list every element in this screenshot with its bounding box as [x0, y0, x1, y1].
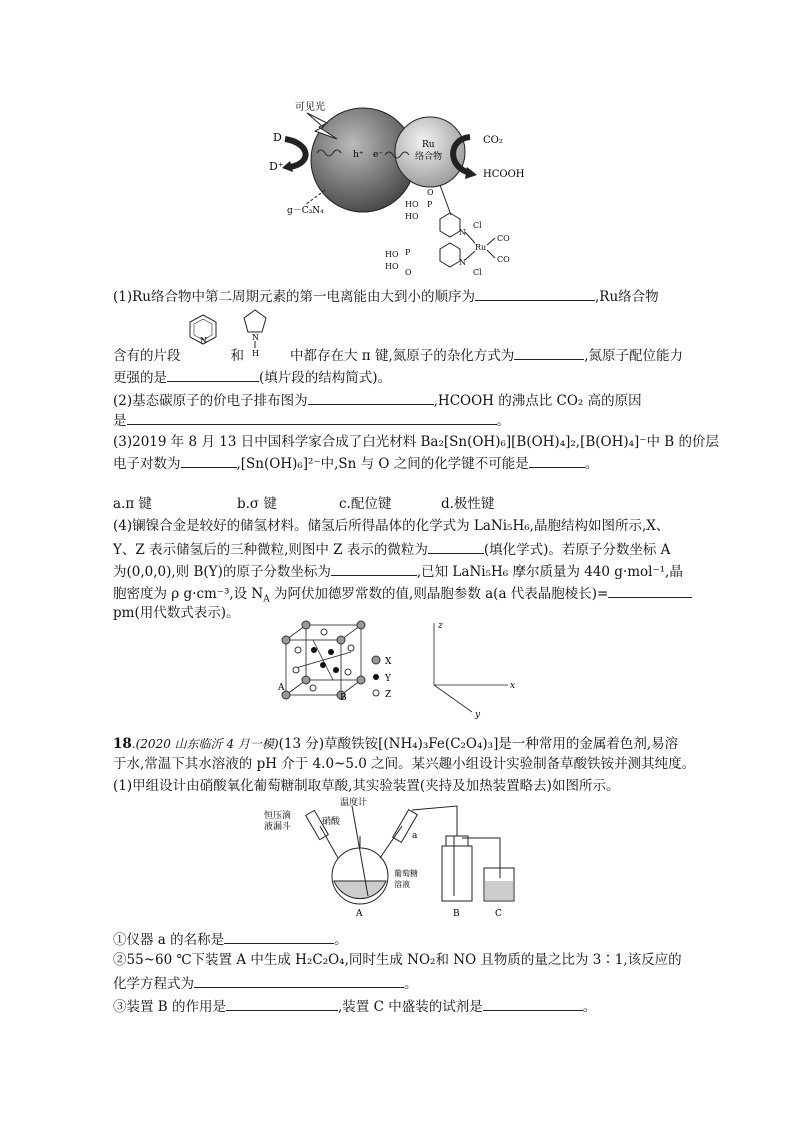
- electron-label: e⁻: [373, 150, 384, 160]
- q4-text-1: Y、Z 表示储氢后的三种微粒,则图中 Z 表示的微粒为: [113, 542, 428, 558]
- answer-blank[interactable]: [127, 411, 497, 425]
- option-c[interactable]: c.配位键: [339, 496, 392, 512]
- ru-complex-structure: [385, 188, 510, 277]
- q3-line1: (3)2019 年 8 月 13 日中国科学家合成了白光材料 Ba₂[Sn(OH)₆][B(OH)₄]₂,[B(OH)₄]⁻中 B 的价层: [113, 434, 719, 450]
- hole-label: h⁺: [353, 150, 364, 160]
- answer-blank[interactable]: [224, 930, 334, 944]
- answer-blank[interactable]: [308, 391, 434, 405]
- q3-options: [113, 496, 494, 513]
- answer-blank[interactable]: [608, 584, 692, 598]
- q4-text-5: 胞密度为 ρ g·cm⁻³,设 N: [113, 586, 264, 602]
- q1-text-5: 中都存在大 π 键,氮原子的杂化方式为: [290, 348, 515, 364]
- q18-sub2-line2: [113, 974, 418, 993]
- svg-text:HO: HO: [385, 250, 399, 259]
- q4-line5: pm(用代数式表示)。: [113, 605, 240, 621]
- option-b[interactable]: b.σ 键: [237, 496, 277, 512]
- q18-sub-text-2: 。: [334, 932, 348, 948]
- q18-sub3: [113, 997, 596, 1016]
- q2-line1: [113, 391, 642, 410]
- q1-line2: [113, 346, 683, 365]
- svg-text:P: P: [427, 200, 433, 209]
- photocatalysis-figure: [265, 95, 525, 280]
- nitric-acid-label: 硝酸: [322, 817, 341, 827]
- svg-text:CO: CO: [497, 234, 510, 243]
- q1-line1: [113, 287, 659, 306]
- q1-line3: [113, 368, 391, 387]
- q1-text-7: 更强的是: [113, 370, 167, 386]
- svg-text:CO: CO: [497, 255, 510, 264]
- question-source: .(2020 山东临沂 4 月一模): [131, 737, 279, 751]
- answer-blank[interactable]: [514, 346, 584, 360]
- q4-text-4: ,已知 LaNi₅H₆ 摩尔质量为 440 g·mol⁻¹,晶: [416, 564, 683, 580]
- q2-line2: [113, 411, 510, 430]
- q2-text-3: 是: [113, 413, 127, 429]
- q4-text-3: 为(0,0,0),则 B(Y)的原子分数坐标为: [113, 564, 331, 580]
- q2-text-2: ,HCOOH 的沸点比 CO₂ 高的原因: [433, 393, 642, 409]
- hcooh-label: HCOOH: [483, 169, 525, 180]
- d-plus-label: D⁺: [269, 160, 284, 173]
- visible-light-label: 可见光: [295, 102, 325, 113]
- crystal-cell-figure: [276, 620, 526, 720]
- option-a[interactable]: a.π 键: [113, 496, 153, 512]
- q18-sub-text-7: 。: [582, 999, 597, 1015]
- q18-sub-text-1: ①仪器 a 的名称是: [113, 932, 225, 948]
- complex-label: 络合物: [415, 152, 443, 162]
- apparatus-a-label: A: [356, 909, 363, 919]
- glucose-label-2: 溶液: [394, 880, 410, 889]
- co2-label: CO₂: [483, 135, 503, 146]
- svg-text:N: N: [459, 228, 466, 237]
- q1-text-2: ,Ru络合物: [594, 289, 659, 305]
- q1-text-1: (1)Ru络合物中第二周期元素的第一电离能由大到小的顺序为: [113, 289, 475, 305]
- answer-blank[interactable]: [428, 540, 484, 554]
- q18-line2: 于水,常温下其水溶液的 pH 介于 4.0~5.0 之间。某兴趣小组设计实验制备草酸铁铵并测其纯度。: [113, 756, 696, 772]
- question-number: 18: [113, 736, 132, 752]
- svg-text:O: O: [405, 268, 412, 277]
- q1-text-3: 含有的片段: [113, 348, 181, 364]
- apparatus-figure: [262, 796, 522, 921]
- svg-text:HO: HO: [405, 200, 419, 209]
- answer-blank[interactable]: [194, 974, 404, 988]
- q3-text-2: ,[Sn(OH)₆]²⁻中,Sn 与 O 之间的化学键不可能是: [236, 456, 529, 472]
- answer-blank[interactable]: [331, 562, 417, 576]
- svg-text:Cl: Cl: [473, 221, 482, 230]
- instrument-a-label: a: [412, 831, 418, 841]
- q4-text-6: 为阿伏加德罗常数的值,则晶胞参数 a(a 代表晶胞棱长)=: [269, 586, 609, 602]
- svg-text:HO: HO: [405, 212, 419, 221]
- glucose-label-1: 葡萄糖: [394, 869, 418, 878]
- axis-x-label: x: [510, 681, 516, 691]
- q18-sub-text-5: ③装置 B 的作用是: [113, 999, 227, 1015]
- ru-label: Ru: [422, 140, 435, 150]
- answer-blank[interactable]: [181, 454, 237, 468]
- svg-text:Cl: Cl: [473, 268, 482, 277]
- q18-sub-text-4: 。: [404, 976, 418, 992]
- apparatus-c-label: C: [495, 909, 502, 919]
- q4-line2: [113, 540, 670, 559]
- q2-text-4: 。: [496, 413, 510, 429]
- q2-text-1: (2)基态碳原子的价电子排布图为: [113, 393, 308, 409]
- d-label: D: [273, 131, 282, 144]
- svg-text:Ru: Ru: [475, 243, 487, 252]
- svg-text:P: P: [405, 248, 411, 257]
- q1-text-4: 和: [230, 348, 244, 364]
- funnel-label-2: 液漏斗: [264, 822, 292, 832]
- q1-text-8: (填片段的结构简式)。: [259, 370, 392, 386]
- legend-y: Y: [385, 674, 391, 684]
- answer-blank[interactable]: [167, 368, 259, 382]
- q18-text-1: (13 分)草酸铁铵[(NH₄)₃Fe(C₂O₄)₃]是一种常用的金属着色剂,易溶: [278, 736, 679, 752]
- svg-text:O: O: [427, 188, 434, 197]
- answer-blank[interactable]: [483, 997, 583, 1011]
- axis-y-label: y: [475, 710, 481, 720]
- q18-sub1: [113, 930, 348, 949]
- answer-blank[interactable]: [226, 997, 338, 1011]
- svg-text:H: H: [252, 349, 259, 358]
- point-a-label: A: [278, 683, 285, 693]
- q3-text-3: 。: [584, 456, 599, 472]
- svg-text:N: N: [200, 336, 207, 345]
- q4-line1: (4)镧镍合金是较好的储氢材料。储氢后所得晶体的化学式为 LaNi₅H₆,晶胞结构如图所示,X、: [113, 518, 670, 534]
- q18-sub2-line1: ②55~60 ℃下装置 A 中生成 H₂C₂O₄,同时生成 NO₂和 NO 且物质的量之比为 3∶1,该反应的: [113, 952, 682, 968]
- legend-x: X: [385, 657, 392, 667]
- q4-subscript: A: [263, 594, 270, 605]
- option-d[interactable]: d.极性键: [441, 496, 495, 512]
- q18-line3: (1)甲组设计由硝酸氧化葡萄糖制取草酸,其实验装置(夹持及加热装置略去)如图所示。: [113, 778, 620, 794]
- q3-text-1: 电子对数为: [113, 456, 181, 472]
- thermometer-label: 温度计: [340, 798, 368, 808]
- q3-line2: [113, 454, 598, 473]
- axis-z-label: z: [438, 621, 443, 631]
- svg-text:HO: HO: [385, 262, 399, 271]
- funnel-label-1: 恒压滴: [264, 811, 292, 821]
- q18-sub-text-6: ,装置 C 中盛装的试剂是: [338, 999, 483, 1015]
- svg-text:N: N: [252, 333, 259, 342]
- q1-text-6: ,氮原子配位能力: [584, 348, 684, 364]
- q18-line1: [113, 736, 678, 753]
- svg-text:N: N: [459, 258, 466, 267]
- q18-sub-text-3: 化学方程式为: [113, 976, 194, 992]
- g-c3n4-label: g－C₃N₄: [287, 206, 324, 216]
- answer-blank[interactable]: [475, 287, 595, 301]
- apparatus-b-label: B: [453, 909, 460, 919]
- point-b-label: B: [340, 693, 347, 703]
- answer-blank[interactable]: [529, 454, 585, 468]
- legend-z: Z: [385, 690, 392, 700]
- q4-text-2: (填化学式)。若原子分数坐标 A: [483, 542, 671, 558]
- q4-line3: [113, 562, 683, 581]
